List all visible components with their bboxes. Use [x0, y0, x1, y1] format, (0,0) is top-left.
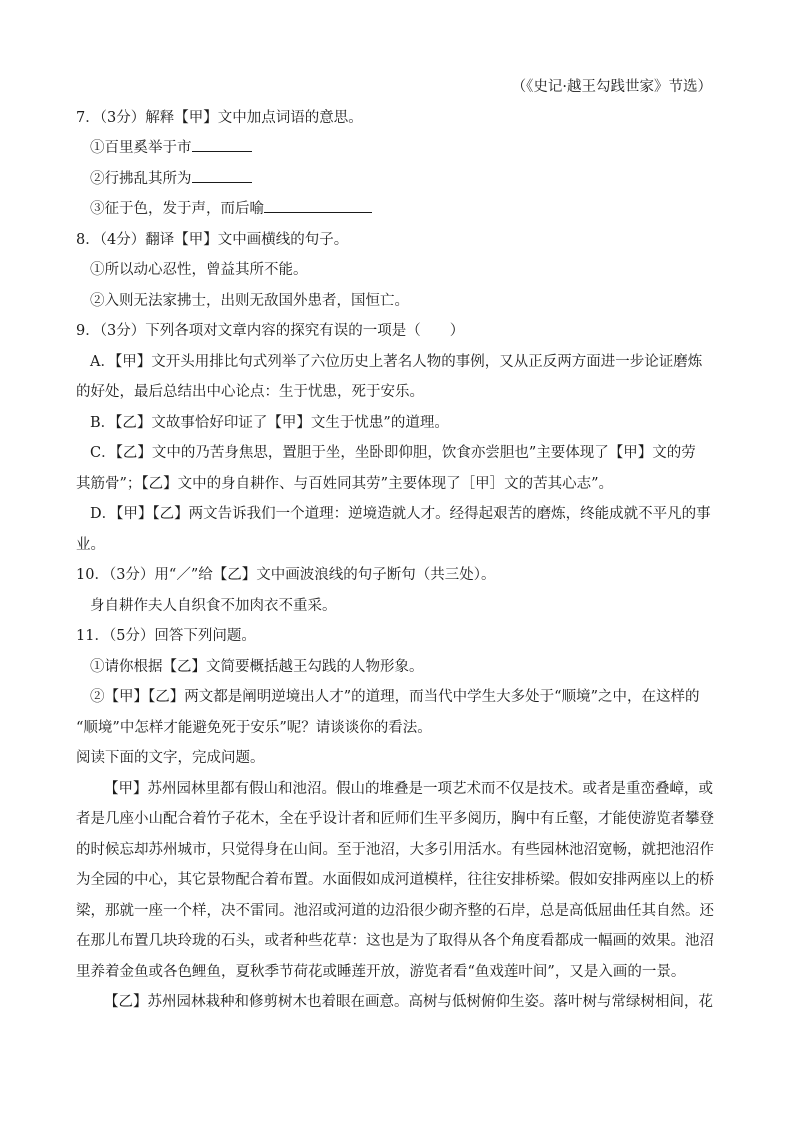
passage-jia-line: 【甲】苏州园林里都有假山和池沼。假山的堆叠是一项艺术而不仅是技术。或者是重峦叠嶂，或	[104, 780, 713, 797]
question-9-stem: 9．（3分）下列各项对文章内容的探究有误的一项是（ ）	[76, 323, 465, 339]
question-11-item-1: ①请你根据【乙】文简要概括越王勾践的人物形象。	[90, 658, 424, 675]
question-8-item-2: ②入则无法家拂士，出则无敌国外患者，国恒亡。	[90, 292, 409, 309]
question-7-item-1-text: ①百里奚举于市	[90, 140, 192, 156]
question-7-item-3	[76, 194, 720, 225]
question-11-stem: 11．（5分）回答下列问题。	[76, 628, 256, 644]
option-c-line-1: C．【乙】文中的乃苦身焦思，置胆于坐，坐卧即仰胆，饮食亦尝胆也”主要体现了【甲】文的劳	[90, 445, 696, 461]
question-11-item-2-line-2: “顺境”中怎样才能避免死于安乐”呢？请谈谈你的看法。	[76, 719, 432, 736]
question-7-stem: 7．（3分）解释【甲】文中加点词语的意思。	[76, 109, 363, 126]
passage-jia-line: 的时候忘却苏州城市，只觉得身在山间。至于池沼，大多引用活水。有些园林池沼宽畅，就把池沼作	[76, 841, 714, 858]
question-10-text: 身自耕作夫人自织食不加肉衣不重采。	[90, 597, 337, 614]
passage-jia-line: 为全园的中心，其它景物配合着布置。水面假如成河道模样，往往安排桥梁。假如安排两座以上的桥	[76, 872, 714, 888]
question-8-item-1: ①所以动心忍性，曾益其所不能。	[90, 262, 308, 278]
question-7-item-1	[76, 133, 720, 164]
passage-jia-line: 在那儿布置几块玲珑的石头，或者种些花草：这也是为了取得从各个角度看都成一幅画的效果。池沼	[76, 933, 714, 949]
question-11-item-2-line-1: ②【甲】【乙】两文都是阐明逆境出人才”的道理，而当代中学生大多处于“顺境”之中，在这样的	[90, 689, 700, 705]
passage-yi-line: 【乙】苏州园林栽种和修剪树木也着眼在画意。高树与低树俯仰生姿。落叶树与常绿树相间，花	[104, 994, 713, 1010]
question-7-item-2-text: ②行拂乱其所为	[90, 170, 192, 187]
answer-blank[interactable]	[192, 164, 252, 183]
option-b: B．【乙】文故事恰好印证了【甲】文生于忧患”的道理。	[90, 414, 449, 431]
option-a-line-2: 的好处，最后总结出中心论点：生于忧患，死于安乐。	[76, 384, 424, 400]
question-7-item-3-text: ③征于色，发于声，而后喻	[90, 201, 264, 217]
source-citation: （《史记·越王勾践世家》节选）	[511, 79, 712, 95]
passage-jia-line: 梁，那就一座一个样，决不雷同。池沼或河道的边沿很少砌齐整的石岸，总是高低屈曲任其自然。还	[76, 902, 714, 919]
option-c-line-2: 其筋骨”；【乙】文中的身自耕作、与百姓同其劳”主要体现了［甲］文的苦其心志”。	[76, 475, 613, 492]
reading-intro: 阅读下面的文字，完成问题。	[76, 750, 265, 766]
option-a-line-1: A．【甲】文开头用排比句式列举了六位历史上著名人物的事例，又从正反两方面进一步论证磨炼	[90, 353, 703, 370]
answer-blank[interactable]	[264, 194, 372, 213]
document-page	[76, 72, 720, 1018]
passage-jia-line: 者是几座小山配合着竹子花木，全在乎设计者和匠师们生平多阅历，胸中有丘壑，才能使游览者攀登	[76, 811, 714, 827]
question-7-item-2	[76, 164, 720, 195]
passage-jia-line: 里养着金鱼或各色鲤鱼，夏秋季节荷花或睡莲开放，游览者看“鱼戏莲叶间”，又是入画的一景。	[76, 963, 686, 980]
option-d-line-1: D．【甲】【乙】两文告诉我们一个道理：逆境造就人才。经得起艰苦的磨炼，终能成就不平凡的事	[90, 506, 711, 522]
question-10-stem: 10．（3分）用“／”给【乙】文中画波浪线的句子断句（共三处）。	[76, 567, 496, 583]
question-8-stem: 8．（4分）翻译【甲】文中画横线的句子。	[76, 231, 349, 248]
answer-blank[interactable]	[192, 133, 252, 152]
option-d-line-2: 业。	[76, 536, 105, 553]
